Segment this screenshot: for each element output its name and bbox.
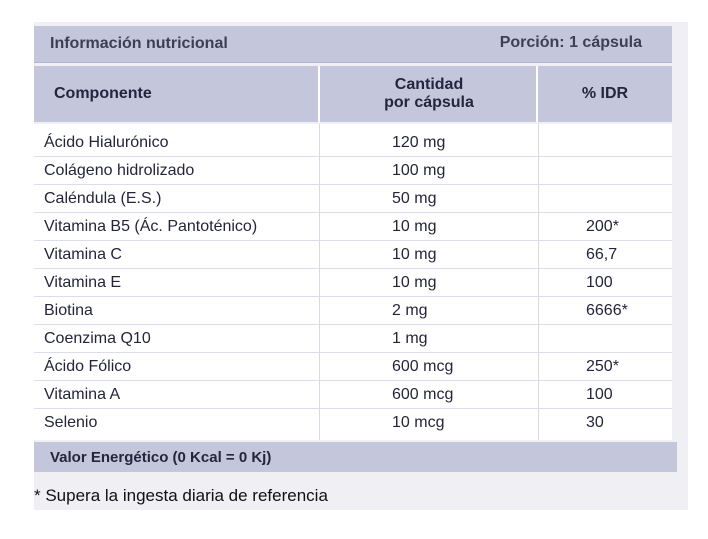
cell-component: Coenzima Q10 xyxy=(44,330,151,347)
portion-label: Porción: 1 cápsula xyxy=(499,34,642,51)
cell-quantity: 2 mg xyxy=(392,302,428,319)
column-divider xyxy=(319,124,320,440)
column-header-idr: % IDR xyxy=(581,85,629,102)
cell-quantity: 600 mcg xyxy=(392,386,454,403)
cell-idr: 6666* xyxy=(586,302,628,319)
cell-component: Colágeno hidrolizado xyxy=(44,162,195,179)
cell-component: Vitamina A xyxy=(44,386,121,403)
cell-component: Caléndula (E.S.) xyxy=(44,190,162,207)
energy-value: Valor Energético (0 Kcal = 0 Kj) xyxy=(50,449,272,466)
cell-component: Ácido Hialurónico xyxy=(44,134,169,151)
cell-component: Vitamina B5 (Ác. Pantoténico) xyxy=(44,218,258,235)
column-header-quantity xyxy=(320,66,538,122)
cell-idr: 30 xyxy=(586,414,604,431)
column-header-row xyxy=(34,66,672,122)
table-row xyxy=(34,212,672,241)
footnote: * Supera la ingesta diaria de referencia xyxy=(34,486,328,505)
cell-idr: 250* xyxy=(586,358,619,375)
table-row xyxy=(34,380,672,409)
title-bar xyxy=(34,26,672,63)
cell-component: Ácido Fólico xyxy=(44,358,132,375)
column-header-component: Componente xyxy=(54,85,152,102)
table-row xyxy=(34,240,672,269)
table-row xyxy=(34,408,672,436)
cell-quantity: 10 mg xyxy=(392,246,437,263)
cell-quantity: 600 mcg xyxy=(392,358,454,375)
cell-component: Biotina xyxy=(44,302,93,319)
table-row xyxy=(34,352,672,381)
cell-quantity: 10 mg xyxy=(392,218,437,235)
cell-component: Vitamina C xyxy=(44,246,122,263)
cell-component: Selenio xyxy=(44,414,98,431)
cell-quantity: 10 mg xyxy=(392,274,437,291)
cell-quantity: 10 mcg xyxy=(392,414,445,431)
cell-quantity: 100 mg xyxy=(392,162,446,179)
table-title: Información nutricional xyxy=(50,35,228,52)
cell-quantity: 50 mg xyxy=(392,190,437,207)
cell-quantity: 120 mg xyxy=(392,134,446,151)
table-row xyxy=(34,268,672,297)
column-divider xyxy=(538,124,539,440)
column-header-quantity-line1: Cantidad xyxy=(394,76,464,93)
table-row xyxy=(34,296,672,325)
cell-idr: 100 xyxy=(586,274,613,291)
table-row xyxy=(34,184,672,213)
table-row xyxy=(34,324,672,353)
table-body xyxy=(34,124,672,440)
cell-idr: 100 xyxy=(586,386,613,403)
cell-component: Vitamina E xyxy=(44,274,122,291)
cell-idr: 66,7 xyxy=(586,246,618,263)
table-row xyxy=(34,156,672,185)
cell-idr: 200* xyxy=(586,218,619,235)
column-header-quantity-line2: por cápsula xyxy=(384,94,474,111)
table-row xyxy=(34,128,672,157)
cell-quantity: 1 mg xyxy=(392,330,428,347)
energy-bar xyxy=(34,442,677,472)
